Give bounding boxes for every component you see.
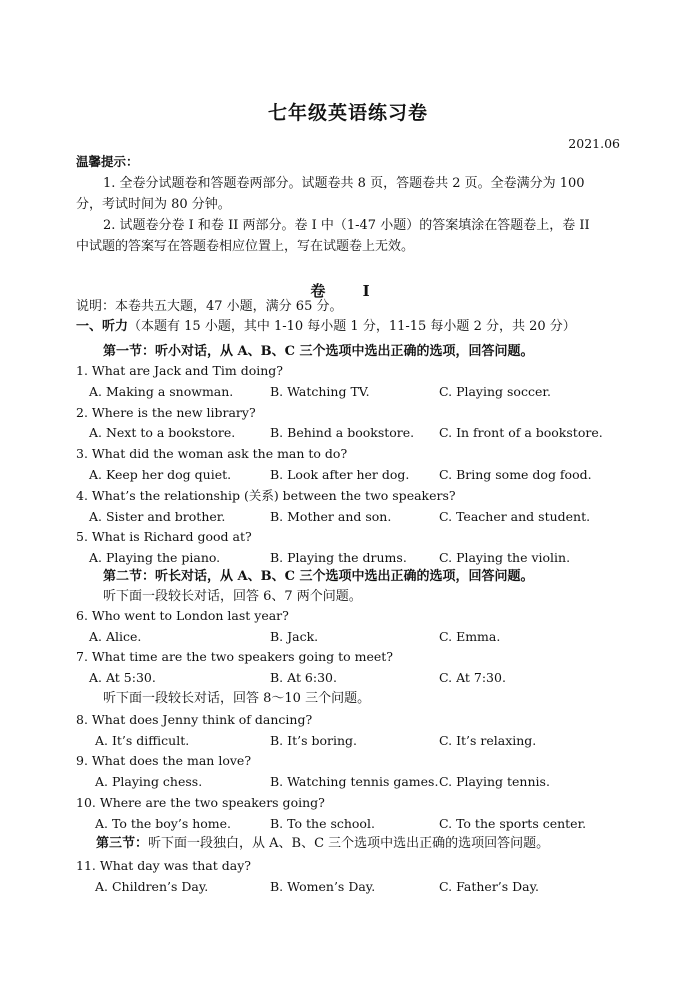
notice-item2-line1: 2. 试题卷分卷 I 和卷 II 两部分。卷 I 中（1-47 小题）的答案填涂在答题卷上，卷 II — [103, 218, 590, 233]
sub2-detail: 听长对话，从 A、B、C 三个选项中选出正确的选项，回答问题。 — [155, 569, 534, 584]
option-c: C. Playing tennis. — [439, 774, 550, 789]
option-b: B. Look after her dog. — [270, 467, 410, 482]
sub2-note-1: 听下面一段较长对话，回答 6、7 两个问题。 — [103, 589, 362, 604]
sub3-detail: 听下面一段独白，从 A、B、C 三个选项中选出正确的选项回答问题。 — [148, 836, 550, 851]
option-b: B. To the school. — [270, 816, 375, 831]
option-b: B. Jack. — [270, 629, 319, 644]
option-b: B. It’s boring. — [270, 733, 357, 748]
sub1-heading — [103, 343, 651, 361]
option-a: A. To the boy’s home. — [95, 816, 232, 831]
part1-heading — [76, 318, 624, 336]
option-c: C. It’s relaxing. — [439, 733, 537, 748]
question-4: 4. What’s the relationship (关系) between the two speakers? — [76, 488, 456, 503]
option-a: A. It’s difficult. — [95, 733, 190, 748]
option-c: C. At 7:30. — [439, 670, 506, 685]
option-a: A. At 5:30. — [89, 670, 156, 685]
option-a: A. Playing chess. — [95, 774, 203, 789]
notice-item1-line2: 分，考试时间为 80 分钟。 — [76, 197, 231, 212]
part1-detail: （本题有 15 小题，其中 1-10 每小题 1 分，11-15 每小题 2 分，共 20 分） — [128, 319, 576, 334]
question-11: 11. What day was that day? — [76, 858, 251, 873]
sub2-label: 第二节： — [103, 569, 156, 584]
question-8: 8. What does Jenny think of dancing? — [76, 712, 313, 727]
option-b: B. Mother and son. — [270, 509, 392, 524]
notice-item1-line1: 1. 全卷分试题卷和答题卷两部分。试题卷共 8 页，答题卷共 2 页。全卷满分为 100 — [103, 176, 585, 191]
option-c: C. Playing the violin. — [439, 550, 571, 565]
part1-label: 一、听力 — [76, 319, 129, 334]
option-c: C. To the sports center. — [439, 816, 587, 831]
sub2-note-2: 听下面一段较长对话，回答 8～10 三个问题。 — [103, 691, 371, 706]
section-title: 卷 I — [310, 282, 386, 300]
question-7: 7. What time are the two speakers going to meet? — [76, 649, 394, 664]
notice-item2-line2: 中试题的答案写在答题卷相应位置上，写在试题卷上无效。 — [76, 239, 415, 254]
option-b: B. Behind a bookstore. — [270, 425, 415, 440]
option-c: C. Father’s Day. — [439, 879, 539, 894]
sub1-label: 第一节： — [103, 344, 156, 359]
question-9: 9. What does the man love? — [76, 753, 252, 768]
question-6: 6. Who went to London last year? — [76, 608, 289, 623]
option-b: B. At 6:30. — [270, 670, 337, 685]
question-1: 1. What are Jack and Tim doing? — [76, 363, 283, 378]
option-b: B. Watching TV. — [270, 384, 370, 399]
option-a: A. Keep her dog quiet. — [89, 467, 232, 482]
exam-date: 2021.06 — [568, 136, 620, 151]
question-3: 3. What did the woman ask the man to do? — [76, 446, 348, 461]
sub1-detail: 听小对话，从 A、B、C 三个选项中选出正确的选项，回答问题。 — [155, 344, 534, 359]
option-c: C. Bring some dog food. — [439, 467, 592, 482]
option-c: C. Playing soccer. — [439, 384, 551, 399]
question-10: 10. Where are the two speakers going? — [76, 795, 325, 810]
exam-title: 七年级英语练习卷 — [267, 102, 428, 124]
option-c: C. Emma. — [439, 629, 501, 644]
sub2-heading — [103, 568, 651, 586]
sub3-heading — [96, 835, 644, 853]
option-a: A. Making a snowman. — [89, 384, 234, 399]
option-a: A. Playing the piano. — [89, 550, 221, 565]
option-b: B. Playing the drums. — [270, 550, 407, 565]
notice-label: 温馨提示： — [76, 154, 139, 169]
section-description: 说明：本卷共五大题，47 小题，满分 65 分。 — [76, 299, 343, 314]
option-a: A. Sister and brother. — [89, 509, 226, 524]
option-c: C. Teacher and student. — [439, 509, 591, 524]
option-a: A. Children’s Day. — [95, 879, 209, 894]
option-a: A. Alice. — [89, 629, 142, 644]
option-c: C. In front of a bookstore. — [439, 425, 603, 440]
option-a: A. Next to a bookstore. — [89, 425, 236, 440]
question-5: 5. What is Richard good at? — [76, 529, 252, 544]
option-b: B. Women’s Day. — [270, 879, 376, 894]
sub3-label: 第三节： — [96, 836, 149, 851]
question-2: 2. Where is the new library? — [76, 405, 256, 420]
option-b: B. Watching tennis games. — [270, 774, 439, 789]
